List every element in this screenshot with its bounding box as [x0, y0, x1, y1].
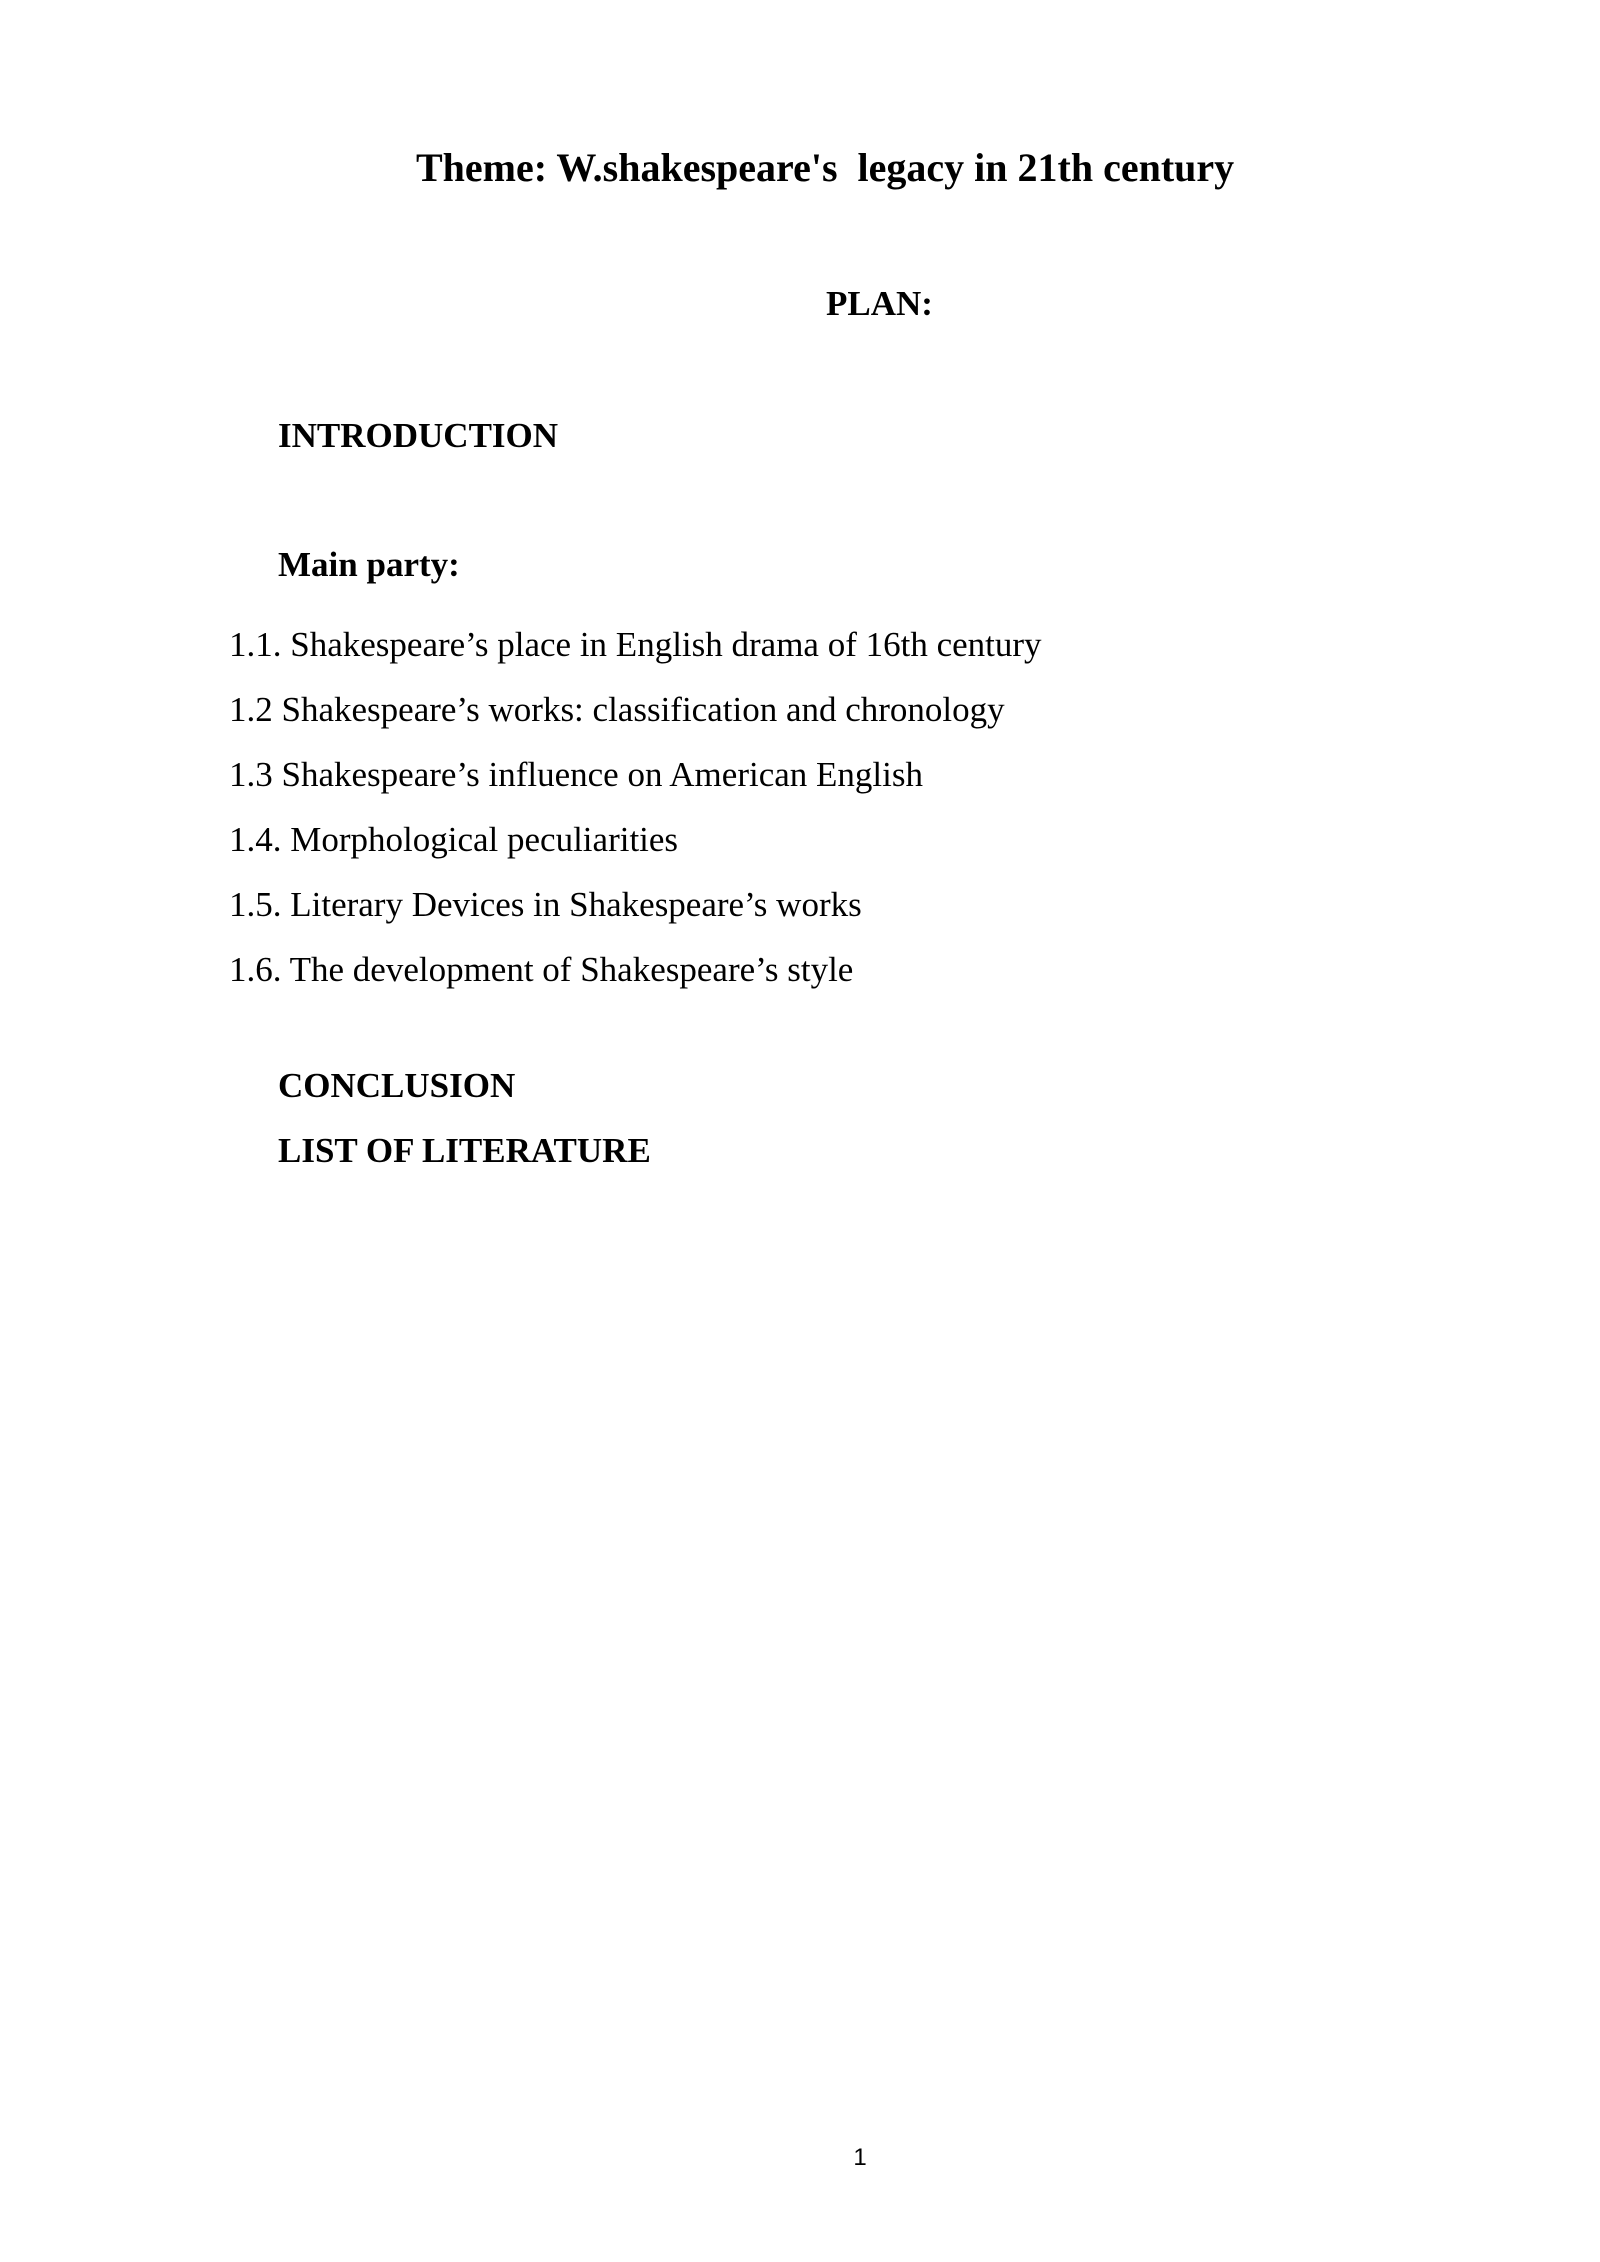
introduction-heading: INTRODUCTION — [278, 416, 559, 455]
plan-item: 1.3 Shakespeare’s influence on American English — [229, 755, 923, 794]
plan-heading: PLAN: — [826, 284, 933, 323]
plan-item: 1.2 Shakespeare’s works: classification and chronology — [229, 690, 1005, 729]
plan-item: 1.1. Shakespeare’s place in English drama of 16th century — [229, 625, 1042, 664]
conclusion-heading: CONCLUSION — [278, 1066, 516, 1105]
plan-item-list — [229, 612, 1042, 1002]
main-part-heading: Main party: — [278, 545, 460, 584]
plan-item: 1.6. The development of Shakespeare’s style — [229, 950, 854, 989]
plan-item: 1.4. Morphological peculiarities — [229, 820, 679, 859]
plan-item: 1.5. Literary Devices in Shakespeare’s works — [229, 885, 862, 924]
literature-heading: LIST OF LITERATURE — [278, 1131, 651, 1170]
document-title: Theme: W.shakespeare's legacy in 21th century — [416, 145, 1235, 190]
page-number: 1 — [853, 2144, 867, 2171]
